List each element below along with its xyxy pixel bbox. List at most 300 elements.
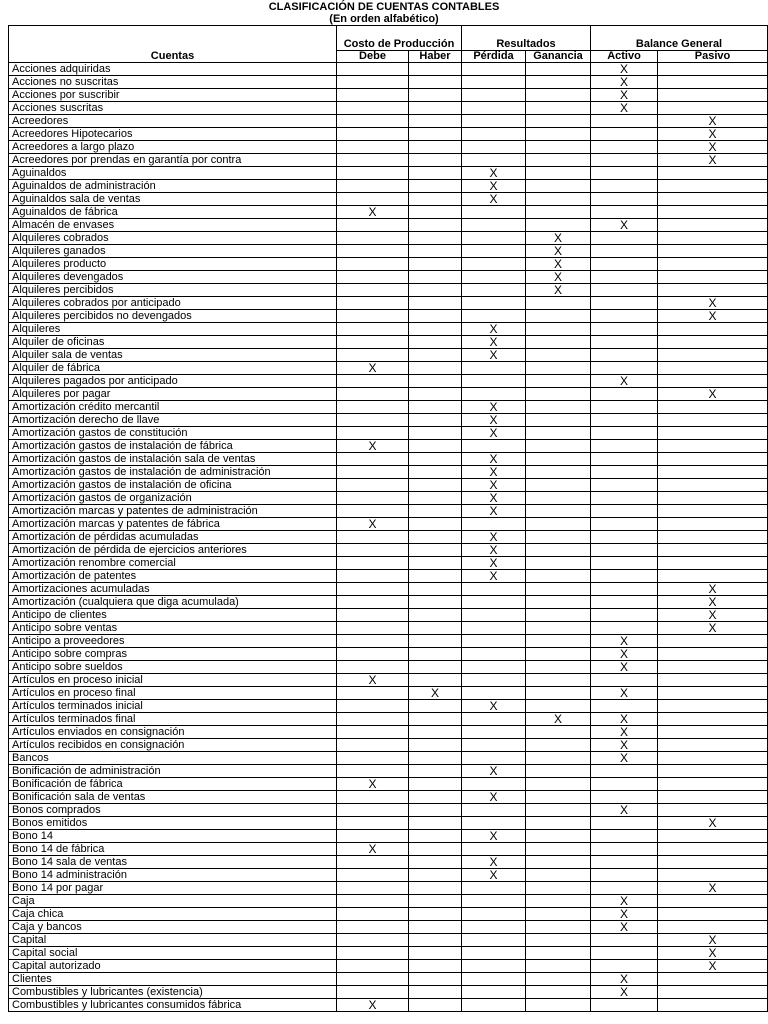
cell-ganancia [526,648,591,661]
cell-debe [337,531,409,544]
cell-pasivo [658,856,768,869]
cell-perdida [462,141,526,154]
account-name: Acreedores por prendas en garantía por contra [9,154,337,167]
cell-perdida [462,154,526,167]
cell-pasivo [658,830,768,843]
account-name: Artículos recibidos en consignación [9,739,337,752]
cell-activo [591,999,658,1012]
cell-ganancia [526,726,591,739]
cell-ganancia [526,206,591,219]
cell-perdida [462,817,526,830]
cell-debe: X [337,999,409,1012]
cell-pasivo [658,557,768,570]
table-row [9,479,768,492]
cell-debe [337,388,409,401]
table-row [9,206,768,219]
cell-debe [337,544,409,557]
account-name: Amortizaciones acumuladas [9,583,337,596]
cell-debe [337,505,409,518]
cell-perdida [462,804,526,817]
cell-perdida [462,778,526,791]
account-name: Anticipo de clientes [9,609,337,622]
cell-haber [409,973,462,986]
cell-haber [409,895,462,908]
cell-debe [337,934,409,947]
cell-pasivo [658,713,768,726]
cell-debe: X [337,518,409,531]
cell-pasivo [658,284,768,297]
table-row [9,505,768,518]
cell-pasivo: X [658,609,768,622]
cell-activo [591,479,658,492]
cell-pasivo [658,752,768,765]
table-row [9,232,768,245]
cell-debe [337,219,409,232]
account-name: Capital autorizado [9,960,337,973]
cell-pasivo [658,635,768,648]
table-row [9,544,768,557]
cell-activo: X [591,895,658,908]
cell-pasivo [658,466,768,479]
cell-activo: X [591,921,658,934]
cell-pasivo [658,999,768,1012]
cell-ganancia [526,115,591,128]
cell-pasivo [658,245,768,258]
cell-perdida [462,115,526,128]
cell-debe [337,284,409,297]
cell-perdida [462,635,526,648]
cell-ganancia [526,804,591,817]
account-name: Acreedores a largo plazo [9,141,337,154]
cell-activo [591,349,658,362]
cell-haber [409,219,462,232]
cell-haber [409,141,462,154]
cell-perdida: X [462,869,526,882]
cell-activo [591,336,658,349]
account-name: Amortización gastos de instalación de administración [9,466,337,479]
cell-ganancia [526,219,591,232]
account-name: Amortización derecho de llave [9,414,337,427]
table-row [9,180,768,193]
cell-haber [409,63,462,76]
cell-ganancia [526,765,591,778]
cell-perdida [462,102,526,115]
cell-perdida [462,882,526,895]
cell-haber [409,453,462,466]
account-name: Amortización de pérdida de ejercicios anteriores [9,544,337,557]
account-name: Amortización gastos de instalación sala de ventas [9,453,337,466]
account-name: Amortización gastos de instalación de oficina [9,479,337,492]
cell-haber [409,440,462,453]
cell-haber [409,232,462,245]
cell-debe [337,336,409,349]
cell-ganancia [526,193,591,206]
account-name: Alquileres ganados [9,245,337,258]
cell-perdida [462,518,526,531]
cell-activo [591,492,658,505]
cell-perdida [462,674,526,687]
cell-debe [337,973,409,986]
cell-haber [409,934,462,947]
accounts-table-body [9,63,768,1012]
group-header-costo-produccion: Costo de Producción [337,26,462,51]
table-row [9,518,768,531]
cell-debe [337,830,409,843]
table-row [9,414,768,427]
cell-debe [337,557,409,570]
cell-activo [591,609,658,622]
cell-ganancia [526,180,591,193]
column-header-cuentas: Cuentas [9,26,337,63]
cell-activo [591,453,658,466]
cell-pasivo [658,258,768,271]
cell-activo [591,284,658,297]
account-name: Acciones por suscribir [9,89,337,102]
cell-activo [591,570,658,583]
cell-haber [409,427,462,440]
cell-perdida [462,63,526,76]
cell-perdida [462,908,526,921]
cell-ganancia: X [526,245,591,258]
cell-activo: X [591,375,658,388]
account-name: Aguinaldos de administración [9,180,337,193]
cell-debe: X [337,362,409,375]
cell-activo: X [591,986,658,999]
cell-activo [591,544,658,557]
table-row [9,375,768,388]
cell-debe [337,102,409,115]
cell-haber [409,778,462,791]
cell-pasivo: X [658,817,768,830]
account-name: Bonos emitidos [9,817,337,830]
cell-pasivo [658,427,768,440]
column-header-perdida: Pérdida [462,51,526,63]
table-row [9,908,768,921]
cell-activo [591,596,658,609]
account-name: Bono 14 de fábrica [9,843,337,856]
account-name: Alquileres cobrados por anticipado [9,297,337,310]
cell-haber [409,76,462,89]
cell-ganancia [526,544,591,557]
cell-perdida: X [462,453,526,466]
table-row [9,570,768,583]
cell-activo [591,869,658,882]
cell-debe [337,739,409,752]
cell-debe [337,609,409,622]
table-row [9,817,768,830]
cell-perdida [462,609,526,622]
cell-pasivo [658,89,768,102]
cell-activo [591,167,658,180]
cell-ganancia [526,479,591,492]
account-name: Anticipo a proveedores [9,635,337,648]
account-name: Amortización gastos de instalación de fábrica [9,440,337,453]
table-row [9,453,768,466]
cell-haber [409,700,462,713]
table-row [9,401,768,414]
cell-activo [591,583,658,596]
cell-debe: X [337,843,409,856]
cell-haber [409,167,462,180]
cell-haber [409,362,462,375]
account-name: Amortización gastos de constitución [9,427,337,440]
page-title: CLASIFICACIÓN DE CUENTAS CONTABLES [268,1,500,13]
cell-perdida [462,622,526,635]
account-name: Alquileres producto [9,258,337,271]
account-name: Bancos [9,752,337,765]
account-name: Alquiler de fábrica [9,362,337,375]
cell-debe [337,752,409,765]
cell-activo [591,388,658,401]
cell-debe [337,596,409,609]
cell-debe: X [337,440,409,453]
cell-debe [337,427,409,440]
cell-pasivo [658,700,768,713]
cell-pasivo [658,674,768,687]
cell-haber [409,635,462,648]
cell-pasivo [658,973,768,986]
cell-pasivo [658,271,768,284]
cell-perdida [462,999,526,1012]
cell-debe [337,479,409,492]
table-row [9,869,768,882]
cell-debe [337,401,409,414]
cell-activo [591,778,658,791]
cell-haber [409,518,462,531]
cell-perdida [462,232,526,245]
cell-ganancia [526,921,591,934]
cell-haber: X [409,687,462,700]
table-row [9,154,768,167]
cell-activo: X [591,661,658,674]
cell-ganancia [526,63,591,76]
cell-perdida: X [462,505,526,518]
cell-haber [409,492,462,505]
cell-pasivo [658,336,768,349]
cell-pasivo: X [658,947,768,960]
table-row [9,921,768,934]
cell-perdida: X [462,479,526,492]
cell-haber [409,661,462,674]
cell-activo [591,505,658,518]
cell-haber [409,479,462,492]
cell-haber [409,713,462,726]
account-name: Acreedores [9,115,337,128]
cell-haber [409,804,462,817]
cell-haber [409,856,462,869]
cell-activo: X [591,102,658,115]
cell-debe [337,154,409,167]
cell-ganancia [526,973,591,986]
cell-activo [591,674,658,687]
cell-debe [337,700,409,713]
cell-haber [409,466,462,479]
cell-ganancia [526,167,591,180]
cell-activo: X [591,648,658,661]
cell-haber [409,89,462,102]
cell-ganancia [526,414,591,427]
cell-debe [337,271,409,284]
cell-debe [337,947,409,960]
cell-pasivo: X [658,583,768,596]
cell-activo [591,323,658,336]
account-name: Clientes [9,973,337,986]
cell-ganancia [526,856,591,869]
cell-pasivo [658,986,768,999]
cell-pasivo: X [658,596,768,609]
column-header-pasivo: Pasivo [658,51,768,63]
cell-ganancia [526,323,591,336]
table-row [9,102,768,115]
cell-debe [337,895,409,908]
cell-perdida [462,973,526,986]
table-row [9,726,768,739]
account-name: Caja [9,895,337,908]
cell-pasivo: X [658,960,768,973]
table-row [9,596,768,609]
cell-ganancia [526,531,591,544]
table-row [9,856,768,869]
cell-perdida [462,271,526,284]
cell-pasivo [658,453,768,466]
document-header [0,0,768,25]
cell-debe [337,622,409,635]
cell-pasivo [658,232,768,245]
cell-activo [591,297,658,310]
cell-perdida [462,895,526,908]
cell-ganancia [526,674,591,687]
cell-ganancia [526,388,591,401]
page-subtitle: (En orden alfabético) [329,13,439,25]
account-name: Anticipo sobre ventas [9,622,337,635]
cell-debe [337,76,409,89]
cell-debe [337,128,409,141]
table-row [9,765,768,778]
cell-perdida [462,726,526,739]
cell-debe [337,466,409,479]
cell-debe [337,921,409,934]
cell-perdida [462,713,526,726]
cell-debe [337,141,409,154]
cell-pasivo [658,726,768,739]
cell-activo [591,401,658,414]
cell-activo [591,843,658,856]
cell-activo [591,362,658,375]
cell-perdida: X [462,427,526,440]
cell-debe [337,713,409,726]
cell-debe [337,245,409,258]
cell-haber [409,752,462,765]
account-name: Capital [9,934,337,947]
cell-pasivo: X [658,154,768,167]
cell-perdida: X [462,765,526,778]
cell-perdida [462,297,526,310]
table-row [9,986,768,999]
account-name: Amortización marcas y patentes de administración [9,505,337,518]
cell-ganancia: X [526,284,591,297]
cell-haber [409,622,462,635]
cell-haber [409,284,462,297]
account-name: Acciones no suscritas [9,76,337,89]
cell-activo [591,791,658,804]
cell-haber [409,544,462,557]
cell-debe [337,570,409,583]
cell-activo [591,115,658,128]
cell-activo: X [591,687,658,700]
cell-haber [409,583,462,596]
group-header-balance-general: Balance General [591,26,768,51]
cell-pasivo [658,908,768,921]
cell-ganancia: X [526,713,591,726]
column-header-haber: Haber [409,51,462,63]
cell-ganancia [526,596,591,609]
cell-pasivo [658,375,768,388]
cell-perdida [462,648,526,661]
account-name: Amortización de pérdidas acumuladas [9,531,337,544]
cell-pasivo [658,518,768,531]
cell-activo [591,557,658,570]
cell-haber [409,843,462,856]
cell-ganancia [526,141,591,154]
cell-haber [409,791,462,804]
cell-pasivo [658,219,768,232]
cell-ganancia: X [526,271,591,284]
cell-perdida [462,921,526,934]
cell-ganancia [526,882,591,895]
cell-activo [591,180,658,193]
cell-perdida: X [462,700,526,713]
cell-perdida [462,687,526,700]
cell-activo [591,427,658,440]
cell-haber [409,102,462,115]
cell-activo [591,206,658,219]
cell-pasivo: X [658,388,768,401]
account-name: Artículos en proceso final [9,687,337,700]
cell-ganancia [526,492,591,505]
table-row [9,271,768,284]
cell-ganancia [526,570,591,583]
account-name: Aguinaldos sala de ventas [9,193,337,206]
table-row [9,258,768,271]
table-row [9,648,768,661]
table-row [9,830,768,843]
cell-perdida: X [462,349,526,362]
table-row [9,219,768,232]
cell-pasivo [658,869,768,882]
cell-haber [409,375,462,388]
cell-perdida [462,245,526,258]
table-row [9,622,768,635]
account-name: Alquileres pagados por anticipado [9,375,337,388]
cell-haber [409,336,462,349]
table-row [9,167,768,180]
cell-pasivo [658,843,768,856]
account-name: Bonos comprados [9,804,337,817]
cell-activo [591,882,658,895]
cell-debe [337,375,409,388]
cell-pasivo [658,804,768,817]
cell-haber [409,349,462,362]
cell-haber [409,947,462,960]
cell-haber [409,297,462,310]
account-name: Amortización crédito mercantil [9,401,337,414]
cell-ganancia [526,752,591,765]
cell-ganancia [526,700,591,713]
cell-haber [409,401,462,414]
cell-debe [337,583,409,596]
account-name: Aguinaldos de fábrica [9,206,337,219]
group-header-resultados: Resultados [462,26,591,51]
